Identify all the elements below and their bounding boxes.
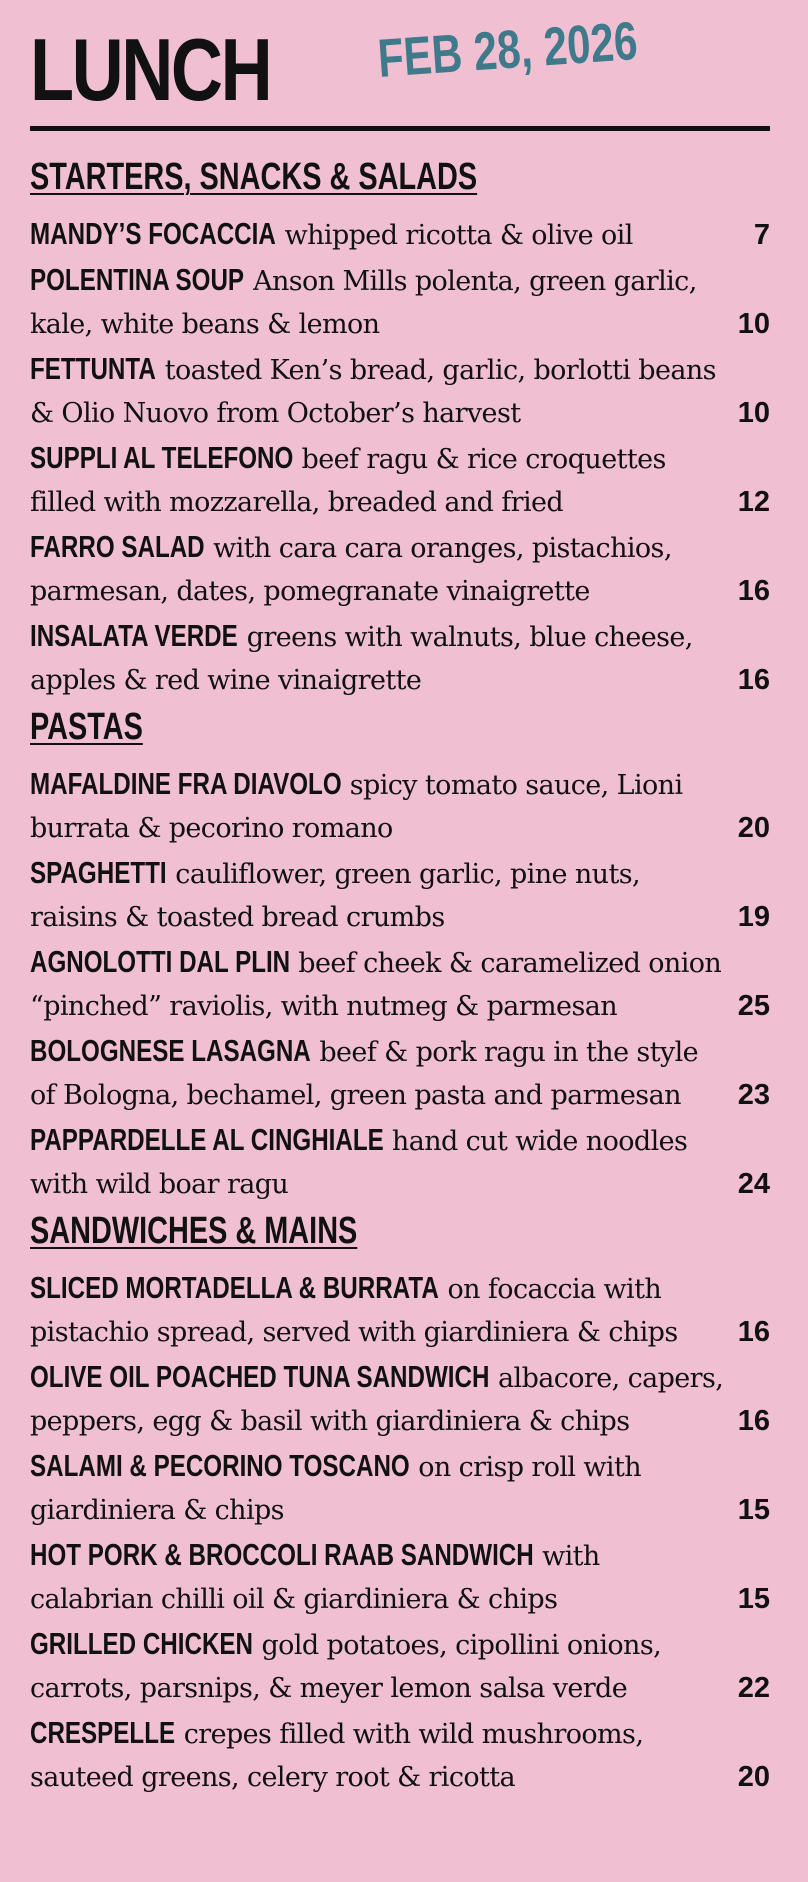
menu-item <box>30 1711 770 1799</box>
menu-section <box>30 158 770 702</box>
item-description: albacore, capers, peppers, egg & basil with giardiniera & chips <box>30 1363 724 1437</box>
section-title: PASTAS <box>30 706 143 748</box>
menu-item <box>30 1355 770 1443</box>
menu-item <box>30 1622 770 1710</box>
item-description: hand cut wide noodles with wild boar ragu <box>30 1126 688 1200</box>
item-price: 15 <box>737 1583 770 1615</box>
section-title: SANDWICHES & MAINS <box>30 1210 358 1252</box>
item-name: MANDY’S FOCACCIA <box>30 216 276 251</box>
item-price: 10 <box>737 397 770 429</box>
menu-item <box>30 1266 770 1354</box>
item-price: 19 <box>737 901 770 933</box>
item-name: FARRO SALAD <box>30 529 205 564</box>
item-price: 20 <box>737 1761 770 1793</box>
menu-sections <box>30 152 770 1800</box>
item-price: 16 <box>737 575 770 607</box>
item-description: cauliflower, green garlic, pine nuts, raisins & toasted bread crumbs <box>30 859 640 933</box>
item-description: gold potatoes, cipollini onions, carrots, parsnips, & meyer lemon salsa verde <box>30 1630 662 1704</box>
item-description: with calabrian chilli oil & giardiniera & chips <box>30 1541 600 1615</box>
item-name: HOT PORK & BROCCOLI RAAB SANDWICH <box>30 1537 534 1572</box>
item-description: beef ragu & rice croquettes filled with mozzarella, breaded and fried <box>30 444 666 518</box>
menu-item <box>30 762 770 850</box>
item-price: 10 <box>737 308 770 340</box>
item-price: 22 <box>737 1672 770 1704</box>
item-name: SALAMI & PECORINO TOSCANO <box>30 1448 410 1483</box>
item-price: 20 <box>737 812 770 844</box>
item-price: 23 <box>737 1079 770 1111</box>
menu-item <box>30 940 770 1028</box>
menu-item <box>30 1533 770 1621</box>
item-description: toasted Ken’s bread, garlic, borlotti beans & Olio Nuovo from October’s harvest <box>30 355 716 429</box>
item-name: MAFALDINE FRA DIAVOLO <box>30 766 342 801</box>
menu-header <box>30 10 770 128</box>
item-name: SPAGHETTI <box>30 855 167 890</box>
menu-date: FEB 28, 2026 <box>375 10 640 89</box>
item-price: 16 <box>737 1316 770 1348</box>
menu-item <box>30 525 770 613</box>
item-description: crepes filled with wild mushrooms, sauteed greens, celery root & ricotta <box>30 1719 644 1793</box>
item-description: spicy tomato sauce, Lioni burrata & pecorino romano <box>30 770 683 844</box>
menu-item <box>30 347 770 435</box>
item-description: greens with walnuts, blue cheese, apples & red wine vinaigrette <box>30 622 693 696</box>
item-price: 15 <box>737 1494 770 1526</box>
header-divider <box>30 126 770 131</box>
menu-title: LUNCH <box>30 20 271 119</box>
menu-item <box>30 212 770 257</box>
item-description: on focaccia with pistachio spread, served with giardiniera & chips <box>30 1274 678 1348</box>
menu-section <box>30 1212 770 1799</box>
item-name: OLIVE OIL POACHED TUNA SANDWICH <box>30 1359 490 1394</box>
item-price: 12 <box>737 486 770 518</box>
item-price: 16 <box>737 664 770 696</box>
item-description: Anson Mills polenta, green garlic, kale, white beans & lemon <box>30 266 697 340</box>
menu-item <box>30 614 770 702</box>
menu-item <box>30 1118 770 1206</box>
item-description: whipped ricotta & olive oil <box>284 220 633 251</box>
item-name: CRESPELLE <box>30 1715 176 1750</box>
item-name: SLICED MORTADELLA & BURRATA <box>30 1270 439 1305</box>
menu-item <box>30 436 770 524</box>
section-title: STARTERS, SNACKS & SALADS <box>30 156 478 198</box>
item-description: on crisp roll with giardiniera & chips <box>30 1452 642 1526</box>
item-price: 16 <box>737 1405 770 1437</box>
item-price: 7 <box>753 219 770 251</box>
item-name: POLENTINA SOUP <box>30 262 245 297</box>
item-name: FETTUNTA <box>30 351 156 386</box>
item-name: SUPPLI AL TELEFONO <box>30 440 294 475</box>
item-name: INSALATA VERDE <box>30 618 238 653</box>
item-name: AGNOLOTTI DAL PLIN <box>30 944 291 979</box>
item-description: beef cheek & caramelized onion “pinched” raviolis, with nutmeg & parmesan <box>30 948 722 1022</box>
item-price: 24 <box>737 1168 770 1200</box>
menu-item <box>30 1444 770 1532</box>
item-name: GRILLED CHICKEN <box>30 1626 253 1661</box>
item-description: beef & pork ragu in the style of Bologna, bechamel, green pasta and parmesan <box>30 1037 699 1111</box>
menu-section <box>30 708 770 1206</box>
item-price: 25 <box>737 990 770 1022</box>
item-name: BOLOGNESE LASAGNA <box>30 1033 311 1068</box>
menu-item <box>30 1029 770 1117</box>
item-name: PAPPARDELLE AL CINGHIALE <box>30 1122 384 1157</box>
menu-item <box>30 258 770 346</box>
menu-item <box>30 851 770 939</box>
item-description: with cara cara oranges, pistachios, parmesan, dates, pomegranate vinaigrette <box>30 533 672 607</box>
